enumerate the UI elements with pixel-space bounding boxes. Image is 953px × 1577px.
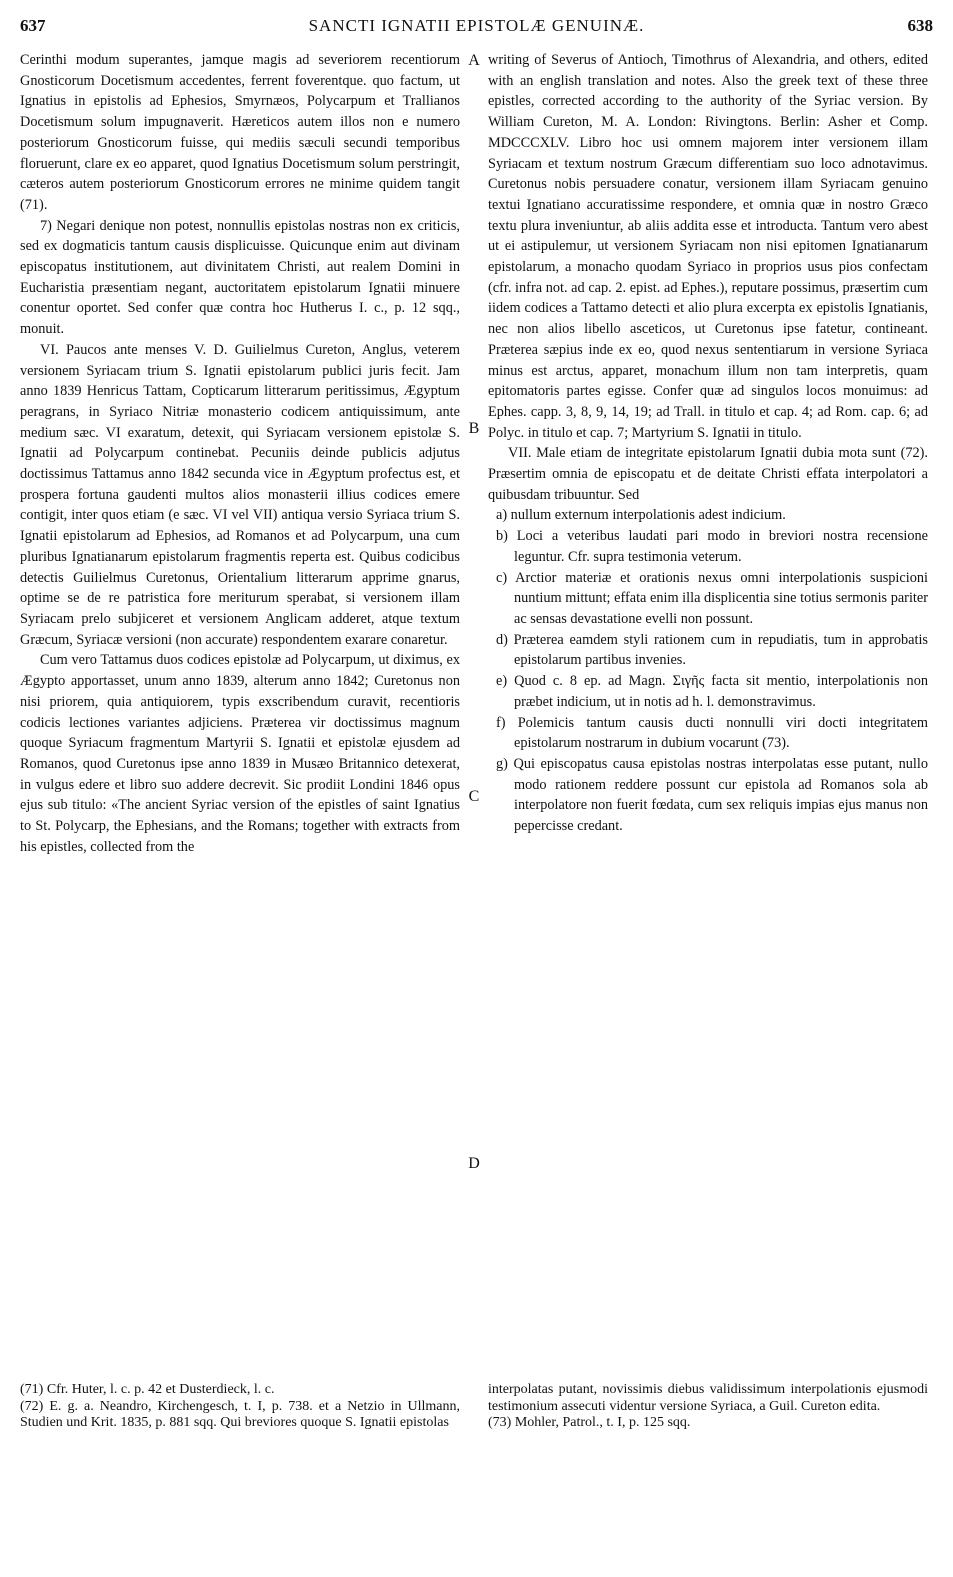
paragraph: VII. Male etiam de integritate epistolarum Ignatii dubia mota sunt (72). Præsertim omnia de episcopatu et de deitate Christi effata interpolatori a quibusdam tribuuntur. Sed — [488, 445, 928, 503]
list-item: c) Arctior materiæ et orationis nexus omni interpolationis suspicioni nuntium mittunt; effata enim illa displicentia sine totius sermonis pariter ac sensas devastatione evelli non possunt. — [496, 569, 928, 627]
paragraph: Cerinthi modum superantes, jamque magis ad severiorem recentiorum Gnosticorum Docetismum accedentes, ferrent foverentque. quo factum, ut Ignatius in epistolis ad Ephesios, Smyrnæos, Polycarpum et Trallianos Docetismum solum impugnaverit. Hæreticos autem illos non e numero posteriorum Gnosticorum fuisse, qui mediis sæculi secundi temporibus floruerunt, clare ex eo apparet, quod Ignatius Docetismum solum perstringit, cæteros autem posteriorum Gnosticorum errores ne minime quidem tangit (71). — [20, 52, 460, 213]
list-item: b) Loci a veteribus laudati pari modo in breviori nostra recensione leguntur. Cfr. supra testimonia veterum. — [496, 528, 928, 565]
page-number-left: 637 — [20, 16, 46, 35]
argument-list — [488, 505, 928, 836]
page-header — [20, 12, 933, 42]
left-column — [20, 50, 460, 857]
margin-marker-a: A — [468, 52, 480, 69]
footnote: (71) Cfr. Huter, l. c. p. 42 et Dusterdieck, l. c. — [20, 1382, 275, 1397]
running-title: SANCTI IGNATII EPISTOLÆ GENUINÆ. — [308, 16, 645, 35]
footnotes-right — [488, 1382, 928, 1432]
paragraph: writing of Severus of Antioch, Timothrus of Alexandria, and others, edited with an english translation and notes. Also the greek text of these three epistles, corrected according to the authority of the Syriac version. By William Cureton, M. A. London: Rivingtons. Berlin: Asher et Comp. MDCCCXLV. Libro hoc usi omnem majorem inter versionem illam Syriacam et textum nostrum Græcum differentiam suo loco adnotavimus. Curetonus nobis persuadere conatur, versionem illam Syriacam genuino textui Ignatiano accuratissime respondere, et omnia quæ in nostro Græco textu plura inveniuntur, ab aliis addita esse et introducta. Tantum vero abest ut ei astipulemur, ut versionem Syriacam non nisi epitomen Ignatianarum epistolarum, a monacho quodam Syriaco in proprios usus pios confectam (cfr. infra not. ad cap. 2. epist. ad Ephes.), reputare possimus, præsertim cum iidem codices a Tattamo detecti et alio plura excerpta ex epistolis Ignatianis, nec non alios libello asceticos, ut Curetonus ipse fatetur, contineant. Præterea sæpius inde ex eo, quod nexus sententiarum in versione Syriaca minus est arctus, apparet, monachum illum non tam interpretis, quam epitomatoris partes egisse. Confer quæ ad singulos locos monuimus: ad Ephes. capp. 3, 8, 9, 14, 19; ad Trall. in titulo et cap. 4; ad Rom. cap. 6; ad Polyc. in titulo et cap. 7; Martyrium S. Ignatii in titulo. — [488, 52, 928, 441]
list-item: a) nullum externum interpolationis adest indicium. — [496, 507, 786, 524]
paragraph: 7) Negari denique non potest, nonnullis epistolas nostras non ex criticis, sed ex dogmaticis tantum causis displicuisse. Quicunque enim aut divinam episcopatus institutionem, aut divinitatem Christi, aut realem Domini in Eucharistia præsentiam negant, auctoritatem epistolarum Ignatii minuere conentur oportet. Sed confer quæ contra hoc Hutherus I. c., p. 12 sqq., monuit. — [20, 217, 460, 338]
paragraph: VI. Paucos ante menses V. D. Guilielmus Cureton, Anglus, veterem versionem Syriacam trium S. Ignatii epistolarum publici juris fecit. Jam anno 1839 Henricus Tattam, Copticarum litterarum peritissimus, Ægyptum peragrans, in Syriaco Nitriæ monasterio codicem antiquissimum, ante medium sæc. VI exaratum, detexit, qui Syriacam versionem epistolæ S. Ignatii ad Polycarpum continebat. Pecuniis deinde publicis adjutus doctissimus Tattamus anno 1842 secunda vice in Ægyptum profectus est, et prospera fortuna gaudenti multos alios monasterii illius codices emere contigit, inter quos etiam (e sæc. VI vel VII) antiqua versio Syriaca trium S. Ignatii epistolarum ad Ephesios, ad Romanos et ad Polycarpum, una cum pluribus Ignatianarum epistolarum fragmentis reperta est. Quibus codicibus detectis Guilielmus Curetonus, Orientalium litterarum apprime gnarus, optime se de re patristica fore meriturum sperabat, si versionem illam Syriacam prelo subjiceret et versionem Anglicam adderet, atque textum Græcum, Syriacæ versioni (non accurate) respondentem exarare conaretur. — [20, 341, 460, 648]
footnote: interpolatas putant, novissimis diebus validissimum interpolationis ejusmodi testimonium assecuti videntur versione Syriaca, a Guil. Cureton edita. — [488, 1382, 928, 1414]
footnotes-left — [20, 1382, 460, 1432]
list-item: g) Qui episcopatus causa epistolas nostras interpolatas esse putant, nullo modo rationem reddere possunt cur epistola ad Romanos sola ab interpolatore non fuerit fœdata, cum sex reliquis impias ejus manus non pepercisse credant. — [496, 755, 928, 835]
page-number-right: 638 — [907, 16, 933, 35]
list-item: e) Quod c. 8 ep. ad Magn. Σιγῆς facta sit mentio, interpolationis non præbet indicium, ut in notis ad h. l. demonstravimus. — [496, 673, 928, 710]
footnote: (73) Mohler, Patrol., t. I, p. 125 sqq. — [488, 1415, 691, 1430]
margin-marker-b: B — [468, 420, 480, 437]
right-column — [488, 50, 928, 837]
paragraph: Cum vero Tattamus duos codices epistolæ ad Polycarpum, ut diximus, ex Ægypto apportasset, unum anno 1839, alterum anno 1842; Curetonus non nisi priorem, quia antiquiorem, typis exscribendum curavit, recentioris codicis lectiones variantes adjiciens. Præterea vir doctissimus magnum quoque Syriacum fragmentum Martyrii S. Ignatii et epistolæ ejusdem ad Romanos, quod Curetonus ipse anno 1839 in Musæo Britannico detexerat, in vulgus edere et libro suo addere decrevit. Sic prodiit Londini 1846 opus ejus sub titulo: «The ancient Syriac version of the epistles of saint Ignatius to St. Polycarp, the Ephesians, and the Romans; together with extracts from his epistles, collected from the — [20, 652, 460, 855]
margin-marker-d: D — [468, 1155, 480, 1172]
list-item: f) Polemicis tantum causis ducti nonnulli viri docti integritatem epistolarum nostrarum in dubium vocarunt (73). — [496, 714, 928, 752]
margin-marker-c: C — [468, 788, 480, 805]
list-item: d) Præterea eamdem styli rationem cum in repudiatis, tum in approbatis epistolarum partibus invenies. — [496, 631, 928, 669]
footnote: (72) E. g. a. Neandro, Kirchengesch, t. I, p. 738. et a Netzio in Ullmann, Studien und Krit. 1835, p. 881 sqq. Qui breviores quoque S. Ignatii epistolas — [20, 1398, 460, 1430]
